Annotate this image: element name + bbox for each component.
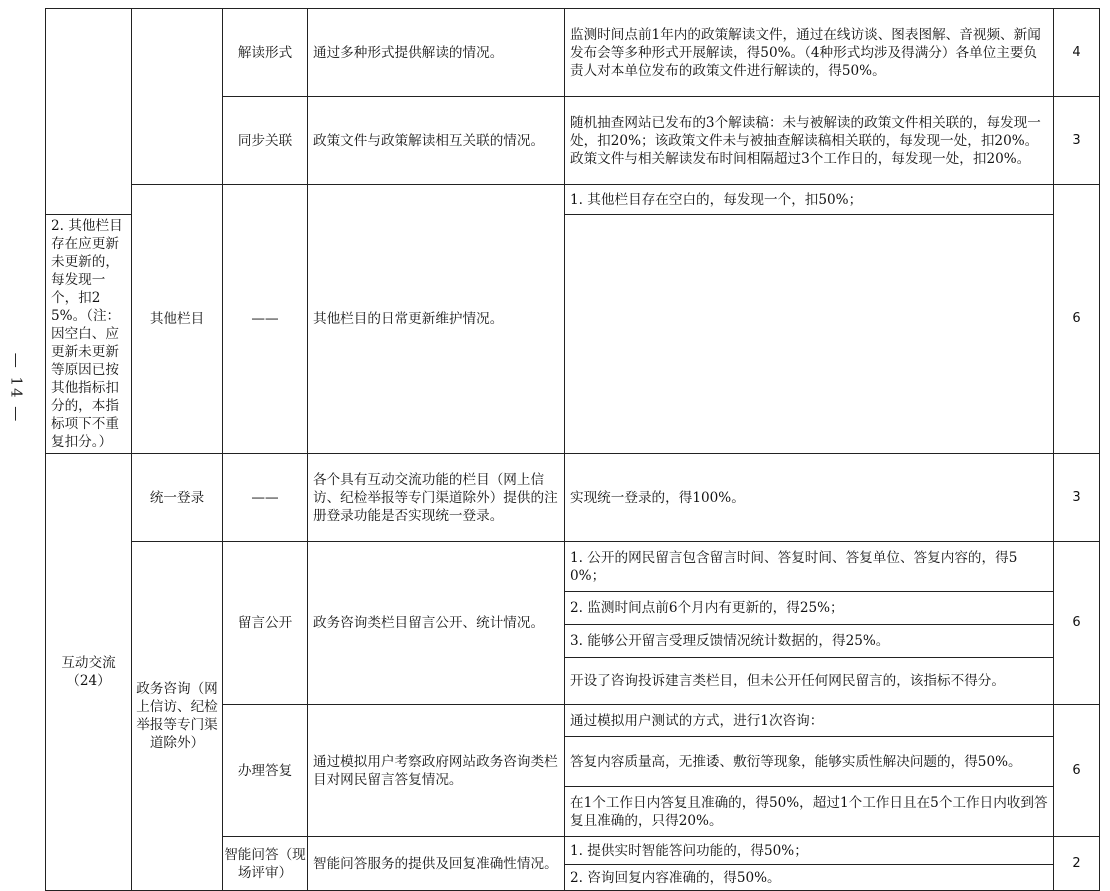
scoring-criteria: 1. 公开的网民留言包含留言时间、答复时间、答复单位、答复内容的，得50%；: [565, 542, 1054, 592]
scoring-criteria: 3. 能够公开留言受理反馈情况统计数据的，得25%。: [565, 625, 1054, 658]
score-value: 2: [1054, 837, 1100, 891]
score-value: 3: [1054, 454, 1100, 542]
scoring-criteria: 2. 监测时间点前6个月内有更新的，得25%；: [565, 592, 1054, 625]
scoring-criteria: 随机抽查网站已发布的3个解读稿：未与被解读的政策文件相关联的，每发现一处，扣20%；该政策文件未与被抽查解读稿相关联的，每发现一处，扣20%。政策文件与相关解读发布时间相隔超过3个工作日的，每发现一处，扣20%。: [565, 97, 1054, 185]
indicator-description: 通过多种形式提供解读的情况。: [308, 9, 565, 97]
indicator-tongbu: 同步关联: [223, 97, 308, 185]
section-title: 互动交流: [61, 655, 116, 671]
indicator-description: 政务咨询类栏目留言公开、统计情况。: [308, 542, 565, 705]
indicator-description: 智能问答服务的提供及回复准确性情况。: [308, 837, 565, 891]
section-cell-continued: [46, 9, 132, 215]
table-row: [46, 454, 1100, 542]
scoring-criteria: 2. 咨询回复内容准确的，得50%。: [565, 865, 1054, 891]
indicator-description: 其他栏目的日常更新维护情况。: [308, 185, 565, 454]
indicator-qita: ——: [223, 185, 308, 454]
indicator-tongyi: ——: [223, 454, 308, 542]
category-cell-continued: [132, 9, 223, 185]
scoring-criteria: 在1个工作日内答复且准确的，得50%，超过1个工作日且在5个工作日内收到答复且准确的，只得20%。: [565, 787, 1054, 837]
indicator-jiedu: 解读形式: [223, 9, 308, 97]
scoring-criteria: 开设了咨询投诉建言类栏目，但未公开任何网民留言的，该指标不得分。: [565, 658, 1054, 705]
scoring-criteria: 1. 提供实时智能答问功能的，得50%；: [565, 837, 1054, 865]
indicator-description: 通过模拟用户考察政府网站政务咨询类栏目对网民留言答复情况。: [308, 705, 565, 837]
evaluation-table: [45, 8, 1100, 891]
category-zixun: 政务咨询（网上信访、纪检举报等专门渠道除外）: [132, 542, 223, 891]
section-hudong: [46, 454, 132, 891]
table-row: [46, 9, 1100, 97]
category-tongyi: 统一登录: [132, 454, 223, 542]
score-value: 6: [1054, 705, 1100, 837]
page-number-text: — 14 —: [7, 352, 25, 424]
score-value: 3: [1054, 97, 1100, 185]
scoring-criteria: 通过模拟用户测试的方式，进行1次咨询：: [565, 705, 1054, 737]
table-row: [46, 542, 1100, 592]
section-weight: （24）: [66, 673, 111, 689]
page-number: [2, 338, 30, 438]
indicator-description: 政策文件与政策解读相互关联的情况。: [308, 97, 565, 185]
scoring-criteria: 监测时间点前1年内的政策解读文件，通过在线访谈、图表图解、音视频、新闻发布会等多种形式开展解读，得50%。（4种形式均涉及得满分）各单位主要负责人对本单位发布的政策文件进行解读的，得50%。: [565, 9, 1054, 97]
scoring-criteria: 2. 其他栏目存在应更新未更新的，每发现一个，扣25%。（注：因空白、应更新未更新等原因已按其他指标扣分的，本指标项下不重复扣分。）: [46, 215, 132, 454]
scoring-criteria: 1. 其他栏目存在空白的，每发现一个，扣50%；: [565, 185, 1054, 215]
indicator-zhineng: 智能问答（现场评审）: [223, 837, 308, 891]
indicator-description: 各个具有互动交流功能的栏目（网上信访、纪检举报等专门渠道除外）提供的注册登录功能是否实现统一登录。: [308, 454, 565, 542]
category-qita: 其他栏目: [132, 185, 223, 454]
scoring-criteria: 答复内容质量高，无推诿、敷衍等现象，能够实质性解决问题的，得50%。: [565, 737, 1054, 787]
indicator-liuyan: 留言公开: [223, 542, 308, 705]
score-value: 6: [1054, 542, 1100, 705]
table-row: [46, 185, 1100, 215]
score-value: 6: [1054, 185, 1100, 454]
score-value: 4: [1054, 9, 1100, 97]
scoring-criteria: 实现统一登录的，得100%。: [565, 454, 1054, 542]
indicator-banli: 办理答复: [223, 705, 308, 837]
